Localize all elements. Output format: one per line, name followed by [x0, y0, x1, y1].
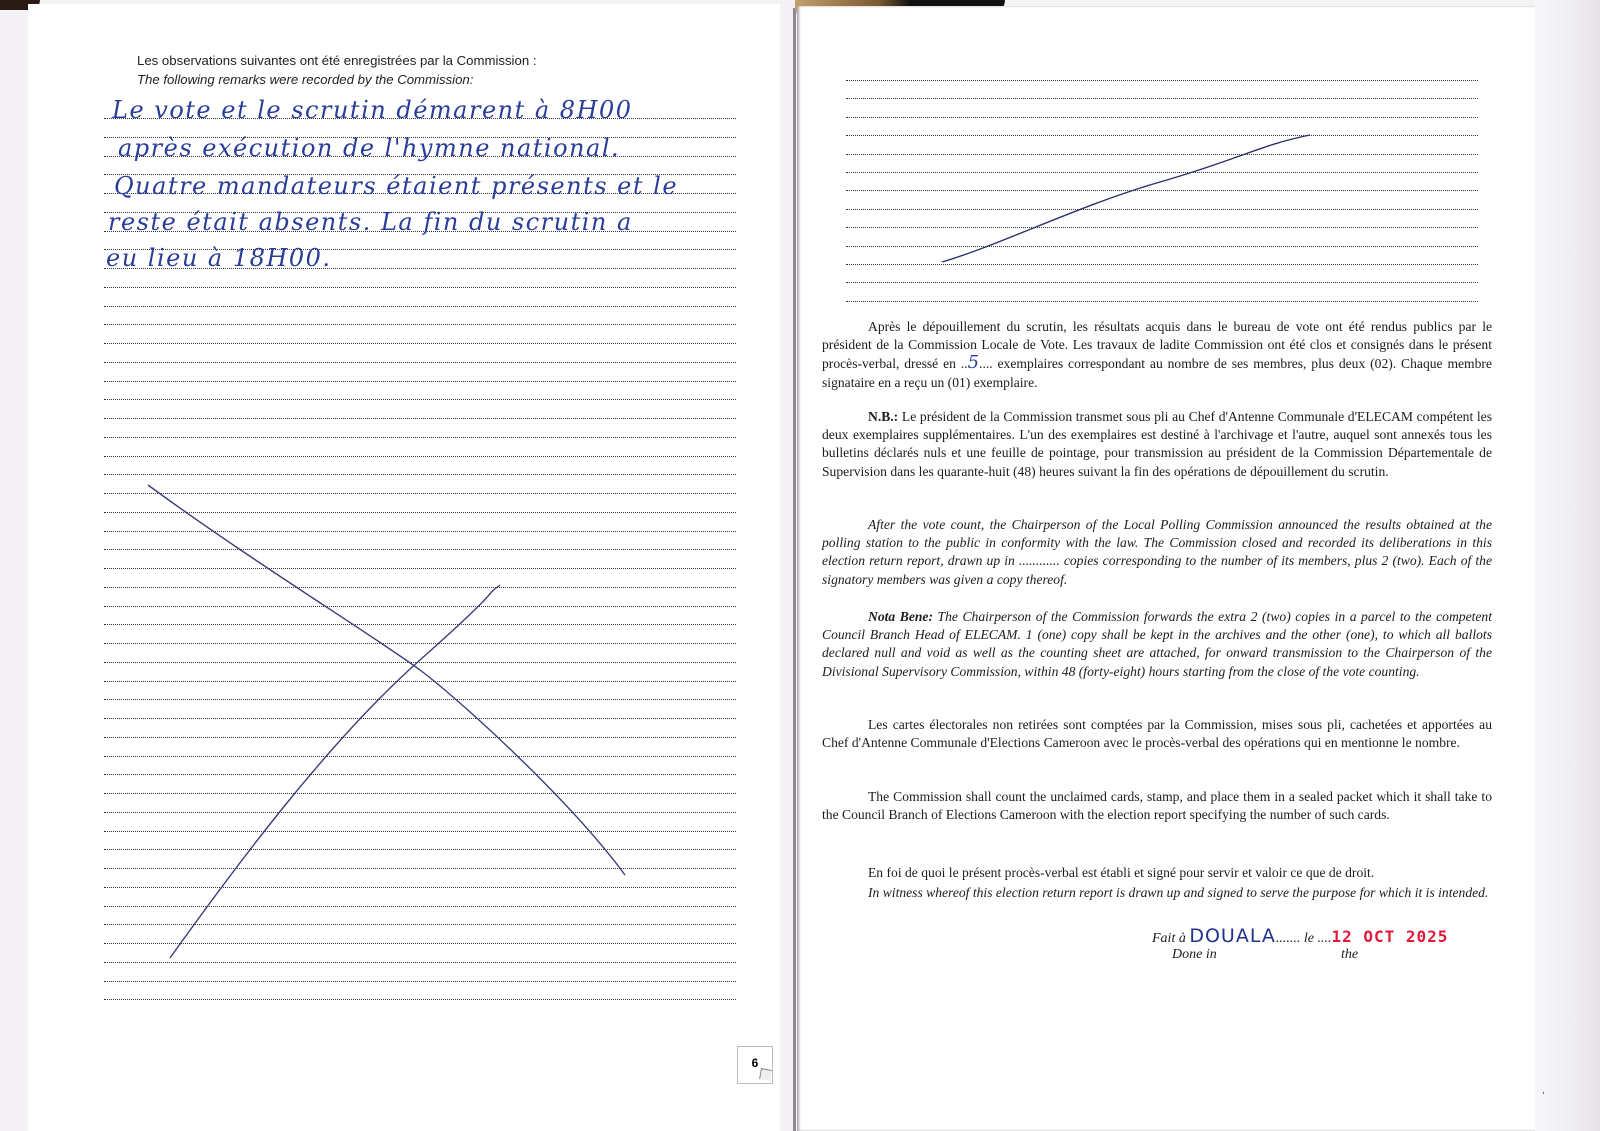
- paragraph-results-en: After the vote count, the Chairperson of the Local Polling Commission announced the results obtained at the polling station to the public in conformity with the law. The Commission closed and recorded its deliberations in this election return report, drawn up in ............ copies corresponding to the number of its members, plus 2 (two). Each of the signatory members was given a copy thereof.: [822, 517, 1492, 587]
- handwritten-remark-line: Le vote et le scrutin démarent à 8H00: [112, 96, 633, 124]
- paragraph-cards-en: The Commission shall count the unclaimed cards, stamp, and place them in a sealed packet which it shall take to the Council Branch of Elections Cameroon with the election report specifying the number of such cards.: [822, 789, 1492, 823]
- nb-label: N.B.:: [868, 409, 899, 424]
- paragraph-nota-bene-en: Nota Bene: The Chairperson of the Commission forwards the extra 2 (two) copies in a parcel to the competent Council Branch Head of ELECAM. 1 (one) copy shall be kept in the archives and the other (one), to which all ballots declared null and void as well as the counting sheet are attached, for onward transmission to the Chairperson of the Divisional Supervisory Commission, within 48 (forty-eight) hours starting from the close of the vote counting.: [822, 609, 1492, 679]
- handwritten-remark-line: Quatre mandateurs étaient présents et le: [114, 172, 679, 200]
- paragraph-nb-fr: N.B.: Le président de la Commission transmet sous pli au Chef d'Antenne Communale d'ELECAM compétent les deux exemplaires supplémentaires. L'un des exemplaires est destiné à l'archivage et l'autre, auquel sont annexés tous les bulletins déclarés nuls et une feuille de pointage, pour transmission au président de la Commission Départementale de Supervision dans les quarante-huit (48) heures suivant la fin des opérations de dépouillement du scrutin.: [822, 409, 1492, 479]
- nota-bene-label: Nota Bene:: [868, 609, 933, 624]
- scan-mark: ,: [1542, 1085, 1545, 1096]
- handwritten-remark-line: après exécution de l'hymne national.: [118, 134, 621, 162]
- paragraph-results-fr: Après le dépouillement du scrutin, les résultats acquis dans le bureau de vote ont été rendus publics par le président de la Commission Locale de Vote. Les travaux de ladite Commission ont été clos et consignés dans le présent procès-verbal, dressé en ..5.... exemplaires correspondant au nombre de ses membres, plus deux (02). Chaque membre signataire en a reçu un (01) exemplaire.: [822, 319, 1492, 390]
- date-stamp: 12 OCT 2025: [1331, 927, 1449, 946]
- page-number: 6: [737, 1046, 773, 1084]
- observations-heading-en: The following remarks were recorded by the Commission:: [137, 72, 474, 87]
- handwritten-remark-line: eu lieu à 18H00.: [106, 244, 332, 272]
- the-label: the: [1341, 947, 1359, 962]
- paragraph-closing-fr: En foi de quoi le présent procès-verbal est établi et signé pour servir et valoir ce que de droit.: [868, 865, 1375, 880]
- paragraph-closing-en: In witness whereof this election return report is drawn up and signed to serve the purpose for which it is intended.: [868, 885, 1489, 900]
- observations-heading-fr: Les observations suivantes ont été enregistrées par la Commission :: [137, 53, 537, 68]
- signature-place-date: Fait à DOUALA....... le ....12 OCT 2025: [1152, 925, 1449, 947]
- paragraph-cards-fr: Les cartes électorales non retirées sont comptées par la Commission, mises sous pli, cachetées et apportées au Chef d'Antenne Communale d'Elections Cameroon avec le procès-verbal des opérations qui en mentionne le nombre.: [822, 717, 1492, 751]
- copies-count-handwritten: 5: [967, 352, 980, 374]
- done-in-label: Done in: [1172, 947, 1217, 962]
- place-handwritten: DOUALA: [1189, 925, 1276, 947]
- handwritten-remark-line: reste était absents. La fin du scrutin a: [108, 208, 633, 236]
